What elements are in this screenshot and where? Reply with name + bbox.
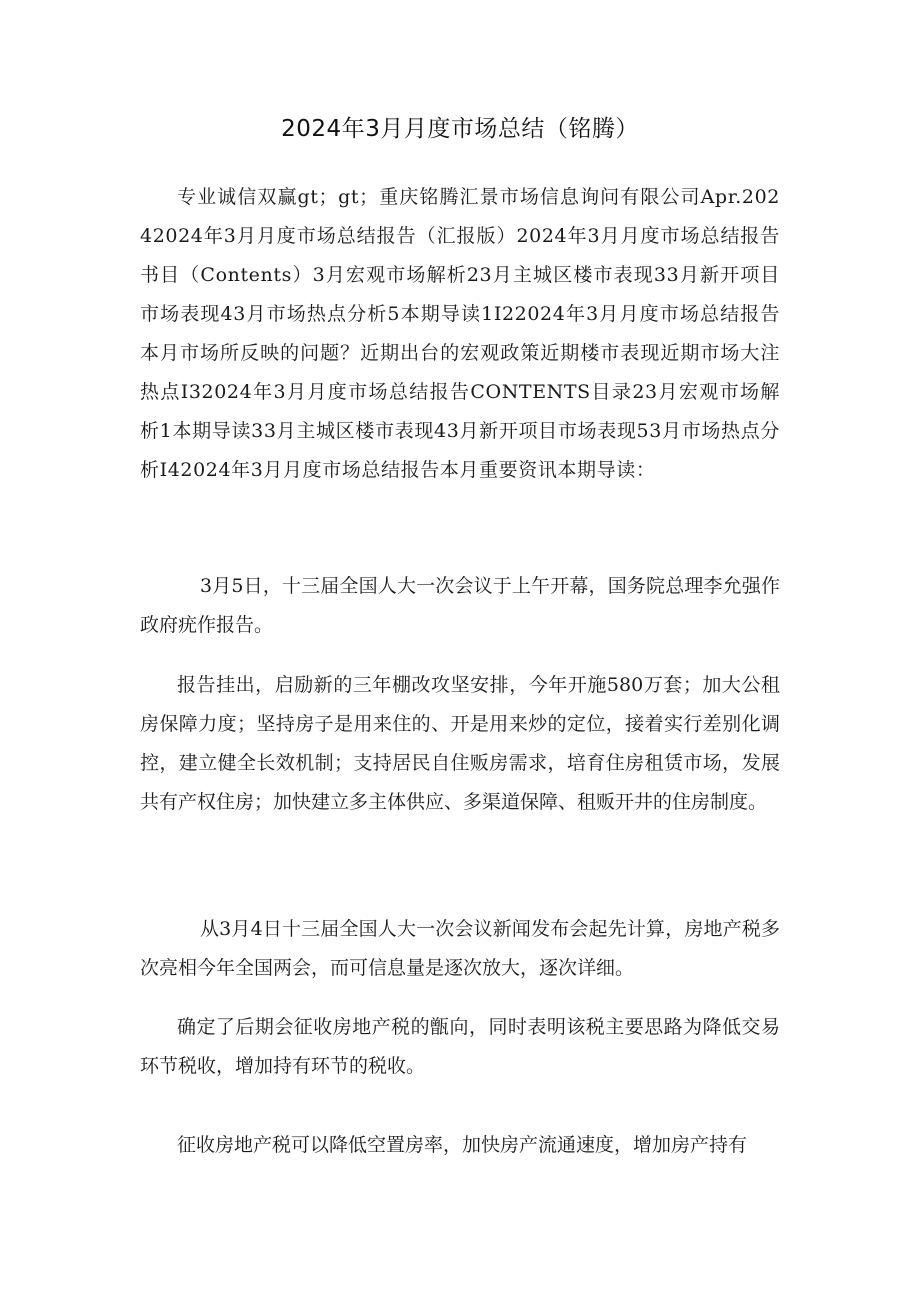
paragraph-tax-effect: 征收房地产税可以降低空置房率，加快房产流通速度，增加房产持有 <box>177 1134 748 1156</box>
paragraph-tax-direction: 确定了后期会征收房地产税的甑向，同时表明该税主要思路为降低交易环节税收，增加持有环节的税收。 <box>140 1016 780 1077</box>
paragraph-property-tax: 从3月4日十三届全国人大一次会议新闻发布会起先计算，房地产税多次亮相今年全国两会，而可信息量是逐次放大，逐次详细。 <box>140 918 780 979</box>
intro-paragraph: 专业诚信双赢gt；gt；重庆铭腾汇景市场信息询问有限公司Apr.20242024年3月月度市场总结报告（汇报版）2024年3月月度市场总结报告书目（Contents）3月宏观市场解析23月主城区楼市表现33月新开项目市场表现43月市场热点分析5本期导读1I22024年3月月度市场总结报告本月市场所反映的问题？近期出台的宏观政策近期楼市表现近期市场大注热点I32024年3月月度市场总结报告CONTENTS目录23月宏观市场解析1本期导读33月主城区楼市表现43月新开项目市场表现53月市场热点分析I42024年3月月度市场总结报告本月重要资讯本期导读： <box>140 186 780 481</box>
paragraph-npc-opening: 3月5日，十三届全国人大一次会议于上午开幕，国务院总理李允强作政府疣作报告。 <box>140 575 780 636</box>
document-title: 2024年3月月度市场总结（铭腾） <box>281 116 639 142</box>
paragraph-report-content: 报告挂出，启励新的三年棚改攻坚安排，今年开施580万套；加大公租房保障力度；坚持房子是用来住的、开是用来炒的定位，接着实行差别化调控，建立健全长效机制；支持居民自住贩房需求，培育住房租赁市场，发展共有产权住房；加快建立多主体供应、多渠道保障、租贩开井的住房制度。 <box>140 674 780 813</box>
